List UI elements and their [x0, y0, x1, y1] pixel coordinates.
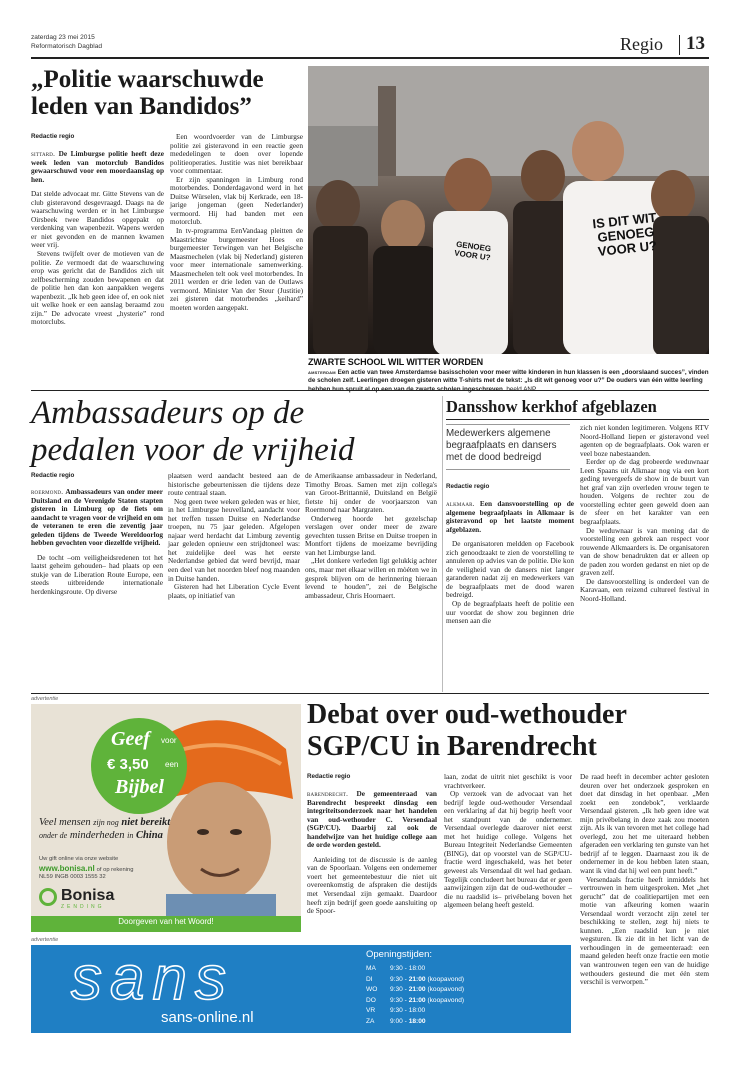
article1-headline-line1: „Politie waarschuwde — [31, 66, 264, 93]
ad1-website-row: www.bonisa.nl of op rekening — [39, 864, 134, 873]
rule-mid-section — [31, 693, 709, 694]
ad2-hours-title: Openingstijden: — [366, 949, 433, 960]
article3-lead: Een dansvoorstelling op de algemene begraafplaats in Alkmaar is gisteravond op het laatste moment afgeblazen. — [446, 499, 574, 534]
ad2-label: advertentie — [31, 937, 59, 943]
article4-headline-line2: SGP/CU in Barendrecht — [307, 731, 597, 762]
ad1-gift-line1: Uw gift online via onze website — [39, 856, 119, 862]
photo1-caption-title: ZWARTE SCHOOL WIL WITTER WORDEN — [308, 357, 484, 367]
article2-col1-p1: De tocht –om veiligheidsredenen tot het laatst geheim gehouden– had plaats op een stukje van de Liberation Route Europe, een steeds uitbreidende internationale herdenkingsroute. Op diverse — [31, 552, 163, 597]
article2-headline-line2: pedalen voor de vrijheid — [31, 432, 355, 468]
ad1-badge-een: een — [165, 760, 179, 769]
sans-ad[interactable] — [31, 945, 571, 1033]
article1-col2-p3: In tv-programma EenVandaag pleitten de Maastrichtse burgemeester Hoes en burgemeester Terwingen van het Belgische Maasmechelen (vlak bij Nederland) gisteren voor meer internationale samenwerking. Maasmechelen telt ook veel motorbendes. In 2011 werden er drie leden van de Outlaws vermoord. Minister Van der Steur (Justitie) zei gisteren dat motorbendes „keihard” moeten worden aangepakt. — [170, 226, 303, 312]
article4-byline: Redactie regio — [307, 773, 351, 780]
ad1-badge-voor: voor — [161, 736, 177, 745]
article2-col3-p1: de Amerikaanse ambassadeur in Nederland, Timothy Broas. Samen met zijn collega's van Groot-Brittannië, Duitsland en België fietste hij onder de voorjaarszon van Roermond naar Margraten. — [305, 471, 437, 515]
ad1-badge-price: € 3,50 — [107, 756, 149, 773]
article4-headline-line1: Debat over oud-wethouder — [307, 699, 627, 730]
ad2-website[interactable]: sans-online.nl — [161, 1009, 254, 1026]
article3-col2-p3: De weduwnaar is van mening dat de voorstelling een gebrek aan respect voor rouwende Alkmaarders is. De organisatoren van de show benadrukten dat er alleen op de paden zou worden gedanst en niet op de graven zelf. — [580, 525, 709, 578]
article1-col2-p1: Een woordvoerder van de Limburgse politie zei gisteravond in een reactie geen mededelingen te doen over lopende politieoperaties. Justitie was niet bereikbaar voor commentaar. — [170, 132, 303, 176]
article3-col2-p2: Eerder op de dag probeerde weduwnaar Leen Spaans uit Alkmaar nog via een kort geding tevergeefs de show in de buurt van het graf van zijn overleden vrouw tegen te houden. Volgens de rechter zou de voorstelling echter geen geweld doen aan de sfeer en het karakter van een begraafplaats. — [580, 457, 709, 527]
ad2-hours-row: DO 9:30 - 21:00 (koopavond) — [366, 996, 465, 1004]
child-sign: GENOEG VOOR U? — [453, 239, 492, 263]
ad1-badge-geef: Geef — [111, 728, 150, 750]
ad2-hours-table — [366, 964, 464, 1027]
section-divider — [679, 35, 680, 55]
ad2-brand: sans — [71, 945, 234, 1013]
ad1-label: advertentie — [31, 696, 59, 702]
article3-dateline: alkmaar. — [446, 500, 475, 508]
shirt-slogan: IS DIT WIT GENOEG VOOR U? — [591, 209, 658, 259]
article2-col2 — [168, 472, 300, 600]
article3-col1 — [446, 500, 574, 626]
article4-col3 — [580, 773, 709, 987]
article2-col2-p2: Nog geen twee weken geleden was er hier, in het Limburgse heuvelland, aandacht voor het treffen tussen Duitse en Nederlandse troepen, nu 75 jaar geleden. Afgelopen najaar werd herdacht dat Limburg zeventig jaar geleden opnieuw een strijdtoneel was: het zuidelijke deel was het eerste Nederlandse gebied dat werd bevrijd, maar een deel van het noorden bleef nog maanden in Duitse handen. — [168, 496, 300, 583]
ad1-badge-bijbel: Bijbel — [115, 776, 164, 798]
article4-col2-p2: Op verzoek van de advocaat van het bedrijf legde oud-wethouder Versendaal een verklaring af dat hij begrip heeft voor het standpunt van de ondernemer. Versendaal overlegde daarover niet eerst met het huidige college. Volgens het Bureau Integriteit Nederlandse Gemeenten (BING), dat op voorstel van de SGP/CU-fractie werd ingeschakeld, was het beter geweest als Versendaal dit wel had gedaan. Tegelijk concludeert het bureau dat er geen aanwijzingen zijn dat de oud-wethouder –die nu raadslid is– privébelang boven het algemeen belang heeft gesteld. — [444, 789, 572, 910]
ad2-hours-row: DI 9:30 - 21:00 (koopavond) — [366, 975, 465, 983]
ad1-slogan: Doorgeven van het Woord! — [118, 917, 214, 926]
article2-headline — [31, 395, 441, 469]
ad1-tagline: Veel mensen zijn nog niet bereikt onder de minderheden in China — [39, 817, 171, 841]
article4-col1-p1: Aanleiding tot de discussie is de aanleg van de Spoorlaan. Volgens een ondernemer voert het gemeentebestuur die niet uit overeenkomstig de afspraken die destijds met Versendaal zijn gemaakt. Daardoor heeft zijn bedrijf geen goede aansluiting op de Spoor- — [307, 854, 437, 916]
article2-headline-line1: Ambassadeurs op de — [31, 395, 305, 431]
school-protest-photo — [308, 66, 709, 354]
article2-col3-p2: Onderweg hoorde het gezelschap verslagen over onder meer de zware gevechten tussen Britse en Duitse troepen in Montfort tijdens de moeizame bevrijding van het Limburgse land. — [305, 513, 437, 557]
header-date: zaterdag 23 mei 2015 — [31, 34, 95, 41]
article1-lead: De Limburgse politie heeft deze week leden van motorclub Bandidos gewaarschuwd voor een moordaanslag op hen. — [31, 149, 164, 184]
article3-headline-rule — [446, 419, 709, 420]
article3-pullquote-rule-top — [446, 424, 570, 425]
article2-article3-divider — [442, 396, 443, 692]
article1-col1-p2: Stevens twijfelt over de motieven van de politie. Ze vermoedt dat de waarschuwing erop was gericht dat de Bandidos zich uit zelfbescherming zouden bewapenen en dat de politie hen dan kon aanpakken wegens wapenbezit. „Ik heb geen idee of, en ook niet uit welke hoek er een aanslag beraamd zou zijn.” De advocate vreest „hysterie” rond motorclubs. — [31, 249, 164, 327]
rule-top-section — [31, 390, 709, 391]
article1-col1 — [31, 150, 164, 327]
article2-col3-p3: „Het donkere verleden ligt gelukkig achter ons, maar met elkaar willen en mòéten we in gesprek blijven om de herinnering hieraan levend te houden”, zei de Belgische ambassadeur, Chris Hoornaert. — [305, 556, 437, 600]
article1-col2-p2: Er zijn spanningen in Limburg rond motorbendes. Donderdagavond werd in het Duitse Würselen, vlak bij Kerkrade, een 18-jarige jongeman (geen Nederlander) vermoord. Hij had banden met een motorclub. — [170, 174, 303, 227]
ad1-logo-sub: ZENDING — [61, 904, 105, 910]
article4-col3-p1: De raad heeft in december achter gesloten deuren over het onderzoek gesproken en doet dat dinsdag in het openbaar. „Men zoekt een zondebok”, verklaarde Versendaal gisteren. „Ik heb geen idee wat mijn privébelang in deze zaak zou moeten zijn. Als ik van tevoren met het college had overlegd, zou het me uiteraard hebben afgeraden een verklaring ten gunste van het bedrijf af te leggen. Daarnaast zou ik de ondernemer in de kou hebben laten staan, want ik vind dat hij wel een punt heeft.” — [580, 772, 709, 876]
header-paper: Reformatorisch Dagblad — [31, 43, 103, 50]
bonisa-logo-icon — [39, 888, 57, 906]
article4-col2 — [444, 773, 572, 910]
article3-col2 — [580, 424, 709, 603]
article1-dateline: sittard. — [31, 150, 56, 158]
ad1-logo-name: Bonisa — [61, 887, 115, 904]
header-rule — [31, 57, 709, 59]
ad1-website[interactable]: www.bonisa.nl — [39, 864, 95, 873]
article3-col2-p4: De dansvoorstelling is onderdeel van de Karavaan, een reizend cultureel festival in Noord-Holland. — [580, 576, 709, 603]
article3-col1-p2: Op de begraafplaats heeft de politie een uur voordat de show zou beginnen drie mensen aan die — [446, 599, 574, 626]
photo1-caption-place: amsterdam — [308, 369, 336, 376]
article2-col3 — [305, 472, 437, 600]
article3-col2-p1: zich niet konden legitimeren. Volgens RTV Noord-Holland liepen er gisteravond veel agenten op de begraafplaats. Ook waren er veel boze nabestaanden. — [580, 423, 709, 458]
ad2-hours-row: ZA 9:00 - 18:00 — [366, 1017, 426, 1025]
ad2-hours-row: VR 9:30 - 18:00 — [366, 1007, 426, 1014]
article2-col2-p3: Gisteren had het Liberation Cycle Event plaats, op initiatief van — [168, 582, 300, 600]
ad1-iban: NL59 INGB 0003 1555 32 — [39, 874, 106, 880]
page-number: 13 — [686, 33, 705, 54]
section-title: Regio — [620, 34, 663, 54]
ad2-hours-row: WO 9:30 - 21:00 (koopavond) — [366, 986, 465, 993]
article1-col1-p1: Dat stelde advocaat mr. Gitte Stevens van de club gisteravond desgevraagd. Daags na de waarschuwing werden er in het Limburgse Oirsbeek twee Bandidos opgepakt op verdenking van wapenbezit. Wapens werden er niet gevonden en de mannen kwamen weer vrij. — [31, 189, 164, 250]
article1-headline-line2: leden van Bandidos” — [31, 93, 252, 120]
article2-col2-p1: plaatsen werd aandacht besteed aan de historische gebeurtenissen die tijdens deze route centraal staan. — [168, 471, 300, 498]
article1-byline: Redactie regio — [31, 133, 75, 140]
article2-col1 — [31, 488, 163, 597]
article1-headline — [31, 66, 321, 120]
article1-col2 — [170, 133, 303, 312]
article4-col1 — [307, 790, 437, 916]
article4-lead: De gemeenteraad van Barendrecht bespreekt dinsdag een integriteitsonderzoek naar het handelen van oud-wethouder C. Versendaal (SGP/CU). Daarbij zal ook de handelwijze van het huidige college aan de orde worden gesteld. — [307, 789, 437, 850]
article3-headline: Dansshow kerkhof afgeblazen — [446, 397, 657, 416]
article3-pullquote-rule-bottom — [446, 469, 570, 470]
article3-pullquote: Medewerkers algemene begraafplaats en dansers met de dood bedreigd — [446, 428, 557, 463]
article2-dateline: roermond. — [31, 488, 64, 496]
article3-byline: Redactie regio — [446, 483, 490, 490]
bonisa-ad[interactable] — [31, 704, 301, 932]
article4-dateline: barendrecht. — [307, 790, 349, 798]
ad2-hours-row: MA 9:30 - 18:00 — [366, 965, 426, 972]
article4-col2-p1: laan, zodat de uitrit niet geschikt is voor vrachtverkeer. — [444, 772, 572, 790]
article2-lead: Ambassadeurs van onder meer Duitsland en de Verenigde Staten stapten gisteren in Limburg op de fiets om aandacht te vragen voor de vrijheid en om de veteranen te eren die zeventig jaar geleden tijdens de Tweede Wereldoorlog hebben gevochten voor diezelfde vrijheid. — [31, 487, 163, 548]
photo1-caption-text: Een actie van twee Amsterdamse basisscholen voor meer witte kinderen in hun klassen is een „doorslaand succes”, vinden de scholen zelf. Leerlingen droegen gisteren witte T-shirts met de tekst: „Is dit wit genoeg voor u?” De ouders van één witte leerling — [308, 369, 709, 385]
article2-byline: Redactie regio — [31, 472, 75, 479]
article3-col1-p1: De organisatoren meldden op Facebook zich genoodzaakt te zien de voorstelling te annuleren op advies van de politie. Die kon de veiligheid van de dansers niet langer garanderen nadat zij en medewerkers van de begraafplaats met de dood waren bedreigd. — [446, 539, 574, 600]
article4-col3-p2: Versendaals fractie heeft inmiddels het vertrouwen in hem uitgesproken. Met „het gerucht” dat de coalitiepartijen met een motie van afkeuring komen waarin Versendaal wordt verzocht zijn zetel ter beschikking te stellen, zegt hij niets te kunnen. „Een raadslid kun je niet wegsturen. Ik zie dit in het licht van de verhoudingen in de gemeenteraad: een maand geleden heeft onze fractie een motie van wantrouwen tegen een van de huidige wethouders gesteund die met één stem verschil is verworpen.” — [580, 874, 709, 987]
article4-headline — [307, 699, 707, 763]
